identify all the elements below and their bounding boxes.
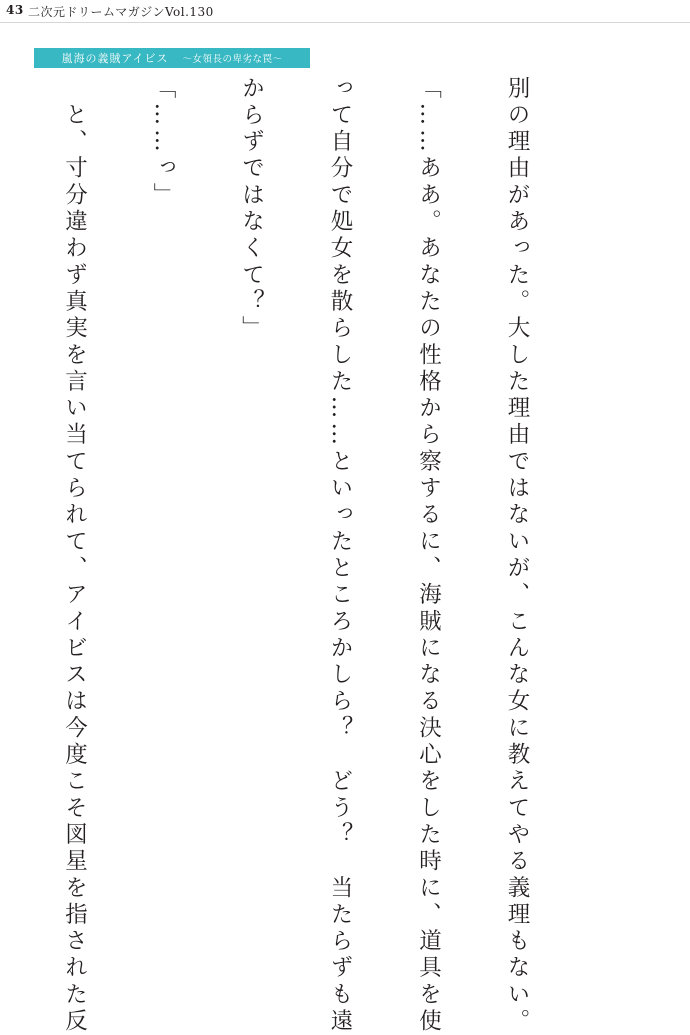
text-line: 「……っ」 xyxy=(150,76,176,210)
magazine-title: 二次元ドリームマガジンVol.130 xyxy=(28,5,214,19)
text-line: って自分で処女を散らした……といったところかしら？ どう？ 当たらずも遠 xyxy=(327,76,353,1035)
vertical-body-text xyxy=(61,76,590,1035)
text-line: 「……ああ。あなたの性格から察するに、海賊になる決心をした時に、道具を使 xyxy=(415,76,442,1035)
chapter-title: 嵐海の義賊アイビス xyxy=(61,52,169,65)
chapter-subtitle: 〜女領長の卑劣な罠〜 xyxy=(182,54,283,65)
chapter-banner xyxy=(34,48,310,68)
text-line: からずではなくて？」 xyxy=(238,76,265,343)
page-number: 43 xyxy=(6,3,24,17)
text-line: と、寸分違わず真実を言い当てられて、アイビスは今度こそ図星を指された反 xyxy=(61,76,88,1035)
running-header xyxy=(0,0,690,23)
text-line: 別の理由があった。大した理由ではないが、こんな女に教えてやる義理もない。 xyxy=(504,76,530,1035)
